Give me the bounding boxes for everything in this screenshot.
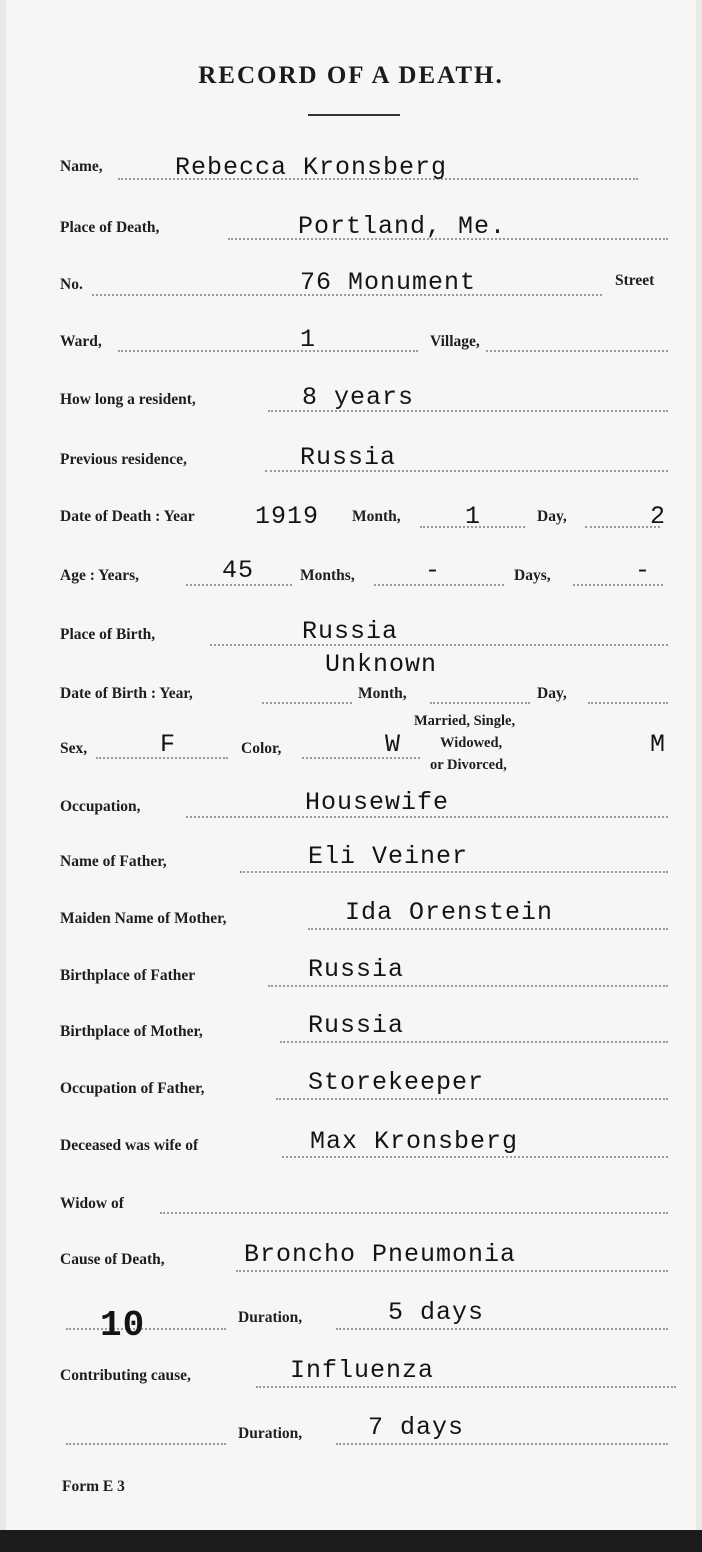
place-of-death-label: Place of Death, [60, 219, 160, 236]
father-name-value: Eli Veiner [308, 842, 469, 871]
form-identifier: Form E 3 [62, 1478, 125, 1495]
father-occupation-value: Storekeeper [308, 1068, 485, 1097]
contributing-cause-value: Influenza [290, 1356, 435, 1385]
resident-value: 8 years [302, 383, 415, 412]
father-name-line [240, 871, 668, 873]
cause-code-line [66, 1328, 226, 1330]
birthplace-mother-line [280, 1041, 668, 1043]
father-name-label: Name of Father, [60, 853, 167, 870]
wife-of-label: Deceased was wife of [60, 1137, 199, 1154]
birthplace-mother-value: Russia [308, 1011, 405, 1040]
sex-label: Sex, [60, 740, 88, 757]
record-title: RECORD OF A DEATH. [198, 62, 504, 89]
wife-of-value: Max Kronsberg [310, 1127, 519, 1156]
number-label: No. [60, 276, 83, 293]
place-of-death-value: Portland, Me. [298, 212, 507, 241]
color-value: W [385, 730, 402, 759]
scan-bottom-edge [0, 1530, 702, 1552]
place-of-birth-value: Russia [302, 617, 399, 646]
contributing-cause-label: Contributing cause, [60, 1367, 191, 1384]
name-label: Name, [60, 158, 103, 175]
place-of-birth-line [210, 644, 668, 646]
death-day-line [585, 526, 660, 528]
death-day-label: Day, [537, 508, 567, 525]
previous-residence-value: Russia [300, 443, 397, 472]
age-months-label: Months, [300, 567, 355, 584]
date-of-birth-label: Date of Birth : Year, [60, 685, 193, 702]
sex-value: F [160, 730, 177, 759]
village-line [486, 350, 668, 352]
death-month-label: Month, [352, 508, 401, 525]
death-day-value: 2 [650, 502, 667, 531]
cause-of-death-label: Cause of Death, [60, 1251, 165, 1268]
cause-of-death-line [236, 1270, 668, 1272]
birth-year-line [262, 702, 352, 704]
birthplace-mother-label: Birthplace of Mother, [60, 1023, 203, 1040]
color-label: Color, [241, 740, 282, 757]
cause-of-death-value: Broncho Pneumonia [244, 1240, 517, 1269]
place-of-birth-label: Place of Birth, [60, 626, 156, 643]
birthplace-father-line [268, 985, 668, 987]
birthplace-father-value: Russia [308, 955, 405, 984]
ward-label: Ward, [60, 333, 102, 350]
father-occupation-label: Occupation of Father, [60, 1080, 205, 1097]
widow-of-label: Widow of [60, 1195, 124, 1212]
marital-label-line1: Married, Single, [414, 713, 516, 729]
age-days-label: Days, [514, 567, 551, 584]
marital-status-value: M [650, 730, 667, 759]
marital-label-line3: or Divorced, [430, 757, 507, 773]
cause-duration-label: Duration, [238, 1309, 303, 1326]
cause-duration-line [336, 1328, 668, 1330]
mother-maiden-line [308, 928, 668, 930]
wife-of-line [282, 1156, 668, 1158]
birth-month-label: Month, [358, 685, 407, 702]
previous-residence-label: Previous residence, [60, 451, 187, 468]
ward-value: 1 [300, 325, 317, 354]
birth-month-line [430, 702, 530, 704]
death-year-value: 1919 [255, 502, 320, 531]
resident-label: How long a resident, [60, 391, 196, 408]
contributing-duration-value: 7 days [368, 1413, 465, 1442]
widow-of-line [160, 1212, 668, 1214]
contributing-cause-line [256, 1386, 676, 1388]
birth-day-line [588, 702, 668, 704]
mother-maiden-label: Maiden Name of Mother, [60, 910, 227, 927]
occupation-value: Housewife [305, 788, 450, 817]
cause-duration-value: 5 days [388, 1298, 485, 1327]
date-of-death-label: Date of Death : Year [60, 508, 195, 525]
father-occupation-line [276, 1098, 668, 1100]
village-label: Village, [430, 333, 480, 350]
age-label: Age : Years, [60, 567, 140, 584]
color-line [302, 757, 420, 759]
number-value: 76 Monument [300, 268, 477, 297]
cause-code-value: 10 [100, 1305, 146, 1346]
mother-maiden-value: Ida Orenstein [345, 898, 554, 927]
street-label: Street [615, 272, 655, 289]
birth-year-value: Unknown [325, 650, 438, 679]
death-month-value: 1 [465, 502, 482, 531]
birth-day-label: Day, [537, 685, 567, 702]
birthplace-father-label: Birthplace of Father [60, 967, 196, 984]
occupation-label: Occupation, [60, 798, 141, 815]
age-years-value: 45 [222, 556, 255, 585]
contributing-blank-line [66, 1443, 226, 1445]
age-months-value: - [425, 556, 442, 585]
name-value: Rebecca Kronsberg [175, 153, 448, 182]
contributing-duration-label: Duration, [238, 1425, 303, 1442]
age-days-value: - [635, 556, 652, 585]
ward-line [118, 350, 418, 352]
contributing-duration-line [336, 1443, 668, 1445]
title-underline [308, 114, 400, 116]
marital-label-line2: Widowed, [440, 735, 503, 751]
